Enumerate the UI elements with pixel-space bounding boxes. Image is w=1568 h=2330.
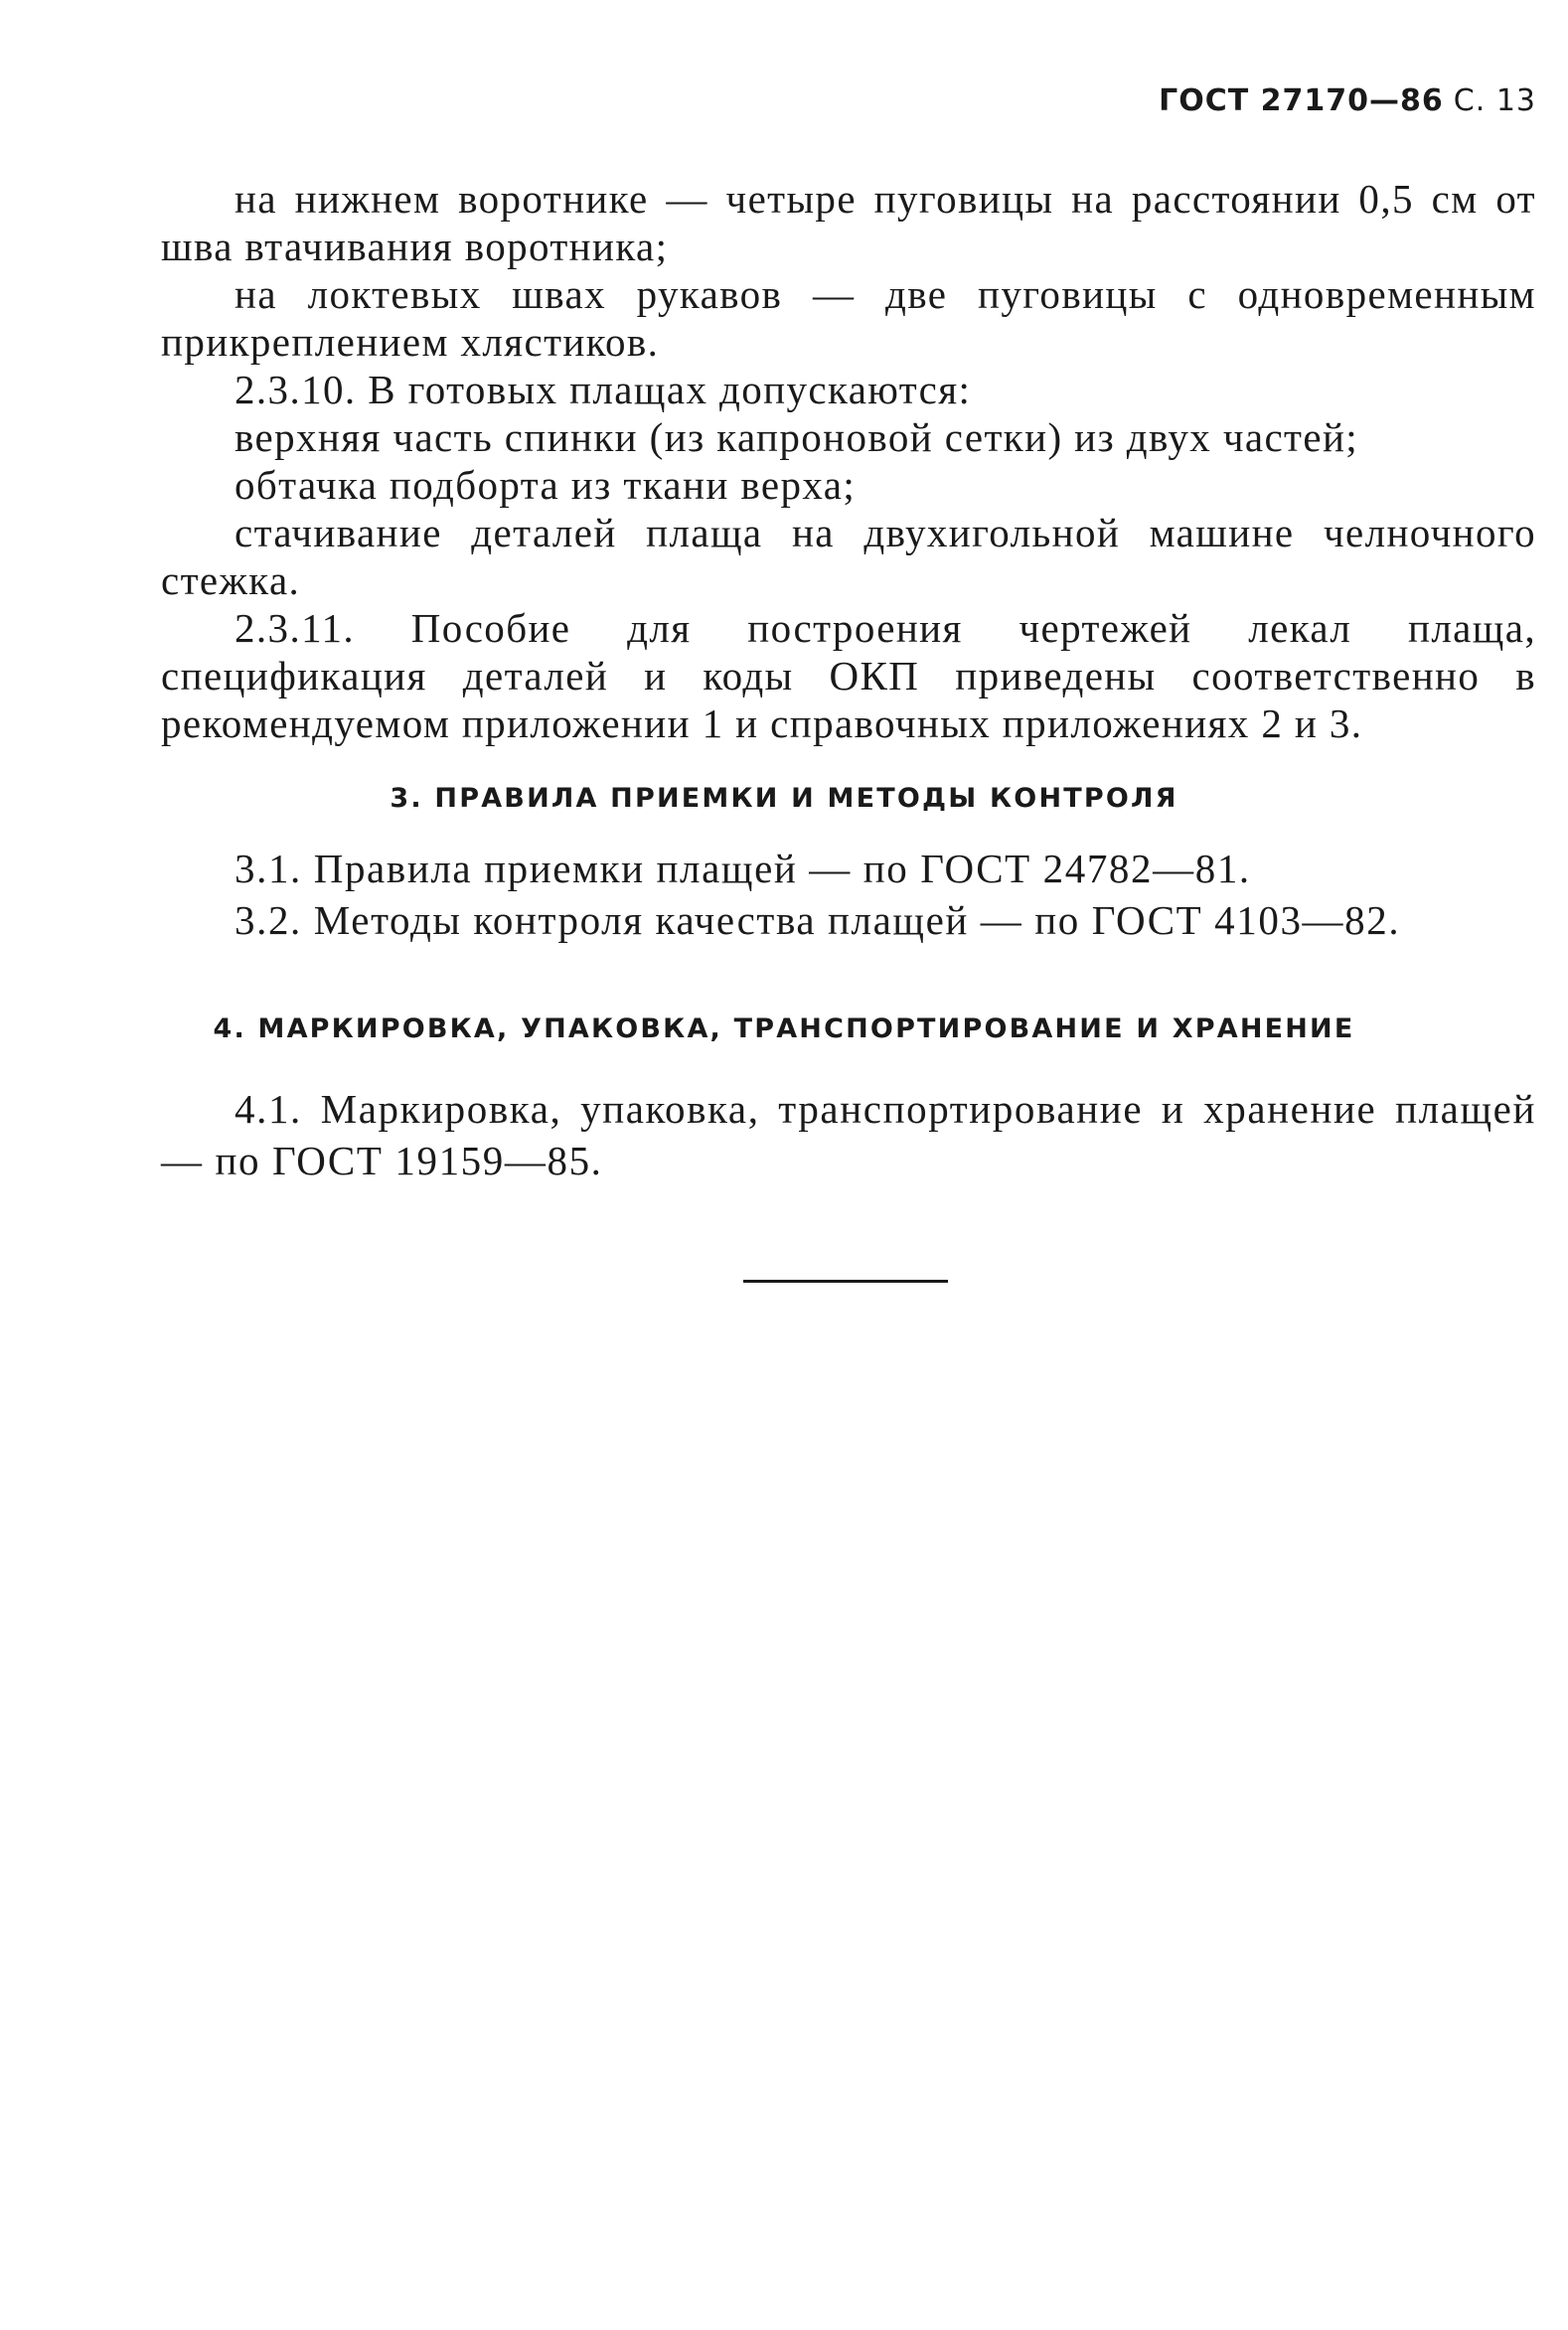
body-text-block (161, 175, 1536, 747)
paragraph-back-part: верхняя часть спинки (из капроновой сетки) из двух частей; (235, 414, 1359, 460)
page-number: С. 13 (1453, 83, 1536, 118)
paragraph-facing: обтачка подборта из ткани верха; (235, 462, 857, 508)
paragraph-collar-buttons: на нижнем воротнике — четыре пуговицы на расстоянии 0,5 см от шва втачивания воротника; (161, 176, 1536, 269)
paragraph-3-1: 3.1. Правила приемки плащей — по ГОСТ 24782—81. (235, 846, 1251, 891)
section-3-text (161, 843, 1536, 946)
section-4-heading: 4. МАРКИРОВКА, УПАКОВКА, ТРАНСПОРТИРОВАНИЕ И ХРАНЕНИЕ (213, 1013, 1355, 1044)
paragraph-sleeve-buttons: на локтевых швах рукавов — две пуговицы с одновременным прикреплением хлястиков. (161, 271, 1536, 365)
paragraph-3-2: 3.2. Методы контроля качества плащей — по ГОСТ 4103—82. (235, 897, 1401, 943)
paragraph-2-3-10: 2.3.10. В готовых плащах допускаются: (235, 367, 972, 412)
paragraph-2-3-11: 2.3.11. Пособие для построения чертежей лекал плаща, спецификация деталей и коды ОКП приведены соответственно в рекомендуемом приложении 1 и справочных приложениях 2 и 3. (161, 605, 1536, 746)
paragraph-stitching: стачивание деталей плаща на двухигольной машине челночного стежка. (161, 510, 1536, 603)
section-3-heading: 3. ПРАВИЛА ПРИЕМКИ И МЕТОДЫ КОНТРОЛЯ (390, 783, 1178, 814)
running-header (1159, 83, 1536, 118)
section-4-text (161, 1083, 1536, 1186)
paragraph-4-1: 4.1. Маркировка, упаковка, транспортирование и хранение плащей — по ГОСТ 19159—85. (161, 1086, 1536, 1183)
standard-number: ГОСТ 27170—86 (1159, 83, 1444, 118)
end-rule (743, 1280, 948, 1283)
